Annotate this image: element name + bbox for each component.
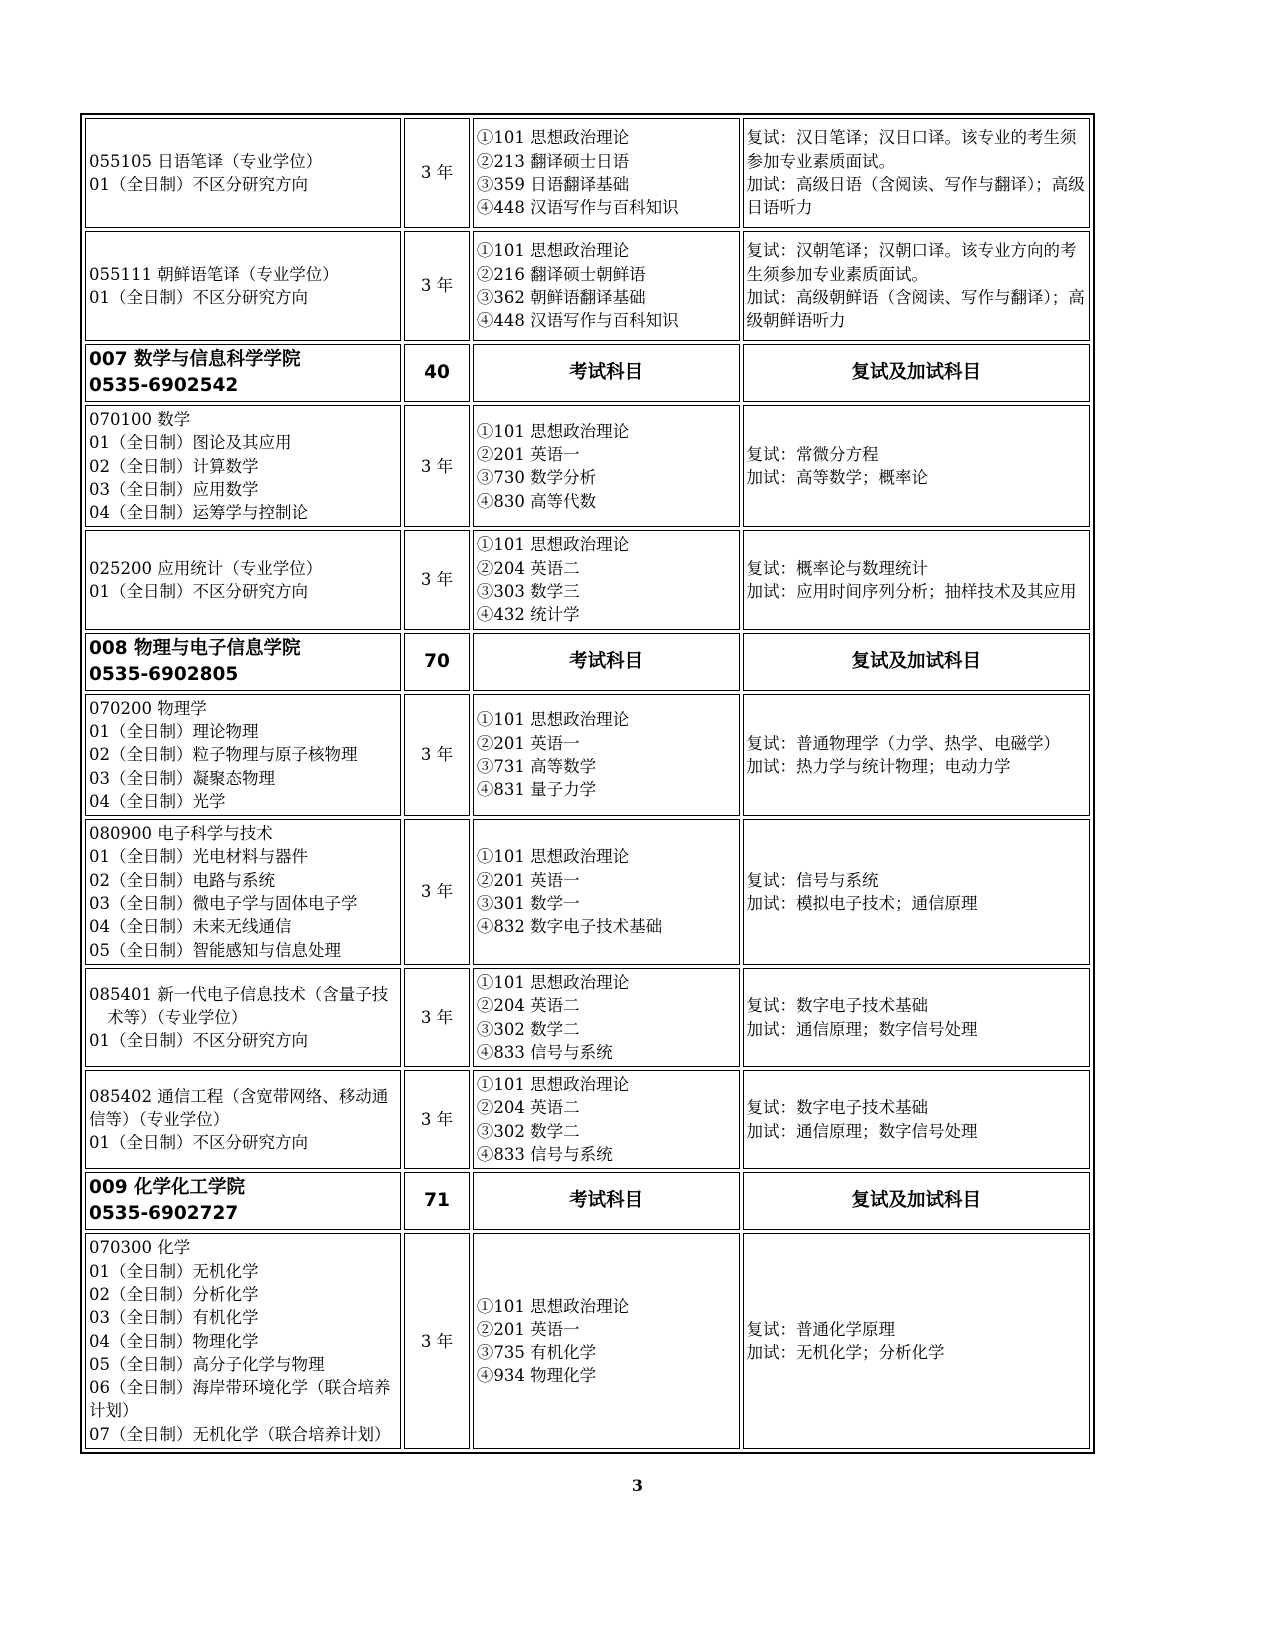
- study-duration: 3 年: [404, 968, 470, 1067]
- college-header-row: [85, 1172, 1090, 1230]
- retest-subjects-cell: [743, 118, 1091, 228]
- exam-subject: ①101 思想政治理论: [476, 241, 630, 261]
- retest-subject: 加试：高等数学；概率论: [746, 468, 928, 488]
- exam-subject: ③359 日语翻译基础: [476, 175, 630, 194]
- retest-subject: 加试：模拟电子技术；通信原理: [746, 894, 978, 914]
- program-line: 055111 朝鲜语笔译（专业学位）: [89, 264, 339, 284]
- college-header-row: [85, 633, 1090, 691]
- exam-subject: ①101 思想政治理论: [476, 421, 630, 441]
- program-line: 070100 数学: [89, 410, 191, 429]
- retest-subjects-cell: [743, 231, 1091, 341]
- retest-subject: 复试：普通化学原理: [746, 1319, 895, 1339]
- program-line: 04（全日制）运筹学与控制论: [89, 503, 308, 523]
- retest-subject: 加试：高级日语（含阅读、写作与翻译）；高级日语听力: [746, 175, 1085, 218]
- college-info-cell: [85, 633, 401, 691]
- program-cell: [85, 819, 401, 965]
- program-cell: [85, 1070, 401, 1169]
- retest-subjects-cell: [743, 819, 1091, 965]
- retest-subject: 复试：信号与系统: [746, 870, 879, 890]
- program-line: 01（全日制）不区分研究方向: [89, 175, 308, 194]
- exam-subjects-cell: [473, 530, 740, 629]
- exam-subject: ②201 英语一: [476, 870, 580, 890]
- program-line: 01（全日制）无机化学: [89, 1261, 259, 1281]
- program-line: 070300 化学: [89, 1238, 191, 1258]
- program-row: [85, 1070, 1090, 1169]
- retest-subject: 加试：热力学与统计物理；电动力学: [746, 756, 1011, 776]
- program-line: 01（全日制）不区分研究方向: [89, 288, 308, 307]
- program-line: 02（全日制）计算数学: [89, 456, 259, 476]
- page-number: 3: [631, 1476, 644, 1495]
- program-row: [85, 530, 1090, 629]
- retest-subject: 加试：应用时间序列分析；抽样技术及其应用: [746, 582, 1077, 602]
- program-cell: [85, 694, 401, 816]
- retest-subject: 加试：高级朝鲜语（含阅读、写作与翻译）；高级朝鲜语听力: [746, 288, 1085, 331]
- exam-subject: ③735 有机化学: [476, 1343, 597, 1363]
- retest-subjects-header: 复试及加试科目: [743, 1172, 1091, 1230]
- program-line: 055105 日语笔译（专业学位）: [89, 151, 323, 171]
- exam-subject: ④832 数字电子技术基础: [476, 917, 663, 937]
- program-cell: [85, 968, 401, 1067]
- exam-subject: ③730 数学分析: [476, 468, 597, 488]
- college-phone: 0535-6902542: [89, 375, 239, 396]
- program-cell: [85, 530, 401, 629]
- retest-subjects-header: 复试及加试科目: [743, 344, 1091, 402]
- exam-subject: ④934 物理化学: [476, 1366, 597, 1386]
- exam-subject: ③362 朝鲜语翻译基础: [476, 288, 646, 307]
- program-line: 04（全日制）光学: [89, 791, 226, 811]
- program-line: 025200 应用统计（专业学位）: [89, 558, 323, 578]
- program-line: 070200 物理学: [89, 698, 207, 718]
- program-row: [85, 1233, 1090, 1449]
- exam-subject: ②201 英语一: [476, 444, 580, 464]
- exam-subject: ②204 英语二: [476, 558, 580, 578]
- retest-subject: 加试：通信原理；数字信号处理: [746, 1019, 978, 1039]
- program-line: 01（全日制）不区分研究方向: [89, 582, 308, 602]
- program-line: 03（全日制）微电子学与固体电子学: [89, 894, 358, 914]
- exam-subjects-cell: [473, 405, 740, 527]
- retest-subject: 加试：通信原理；数字信号处理: [746, 1121, 978, 1141]
- exam-subjects-cell: [473, 118, 740, 228]
- retest-subject: 复试：数字电子技术基础: [746, 996, 928, 1016]
- program-line: 01（全日制）不区分研究方向: [89, 1031, 308, 1051]
- program-cell: [85, 231, 401, 341]
- retest-subject: 复试：普通物理学（力学、热学、电磁学）: [746, 733, 1060, 753]
- retest-subject: 复试：数字电子技术基础: [746, 1098, 928, 1118]
- college-phone: 0535-6902727: [89, 1203, 239, 1225]
- program-line: 02（全日制）分析化学: [89, 1284, 259, 1304]
- program-line: 01（全日制）不区分研究方向: [89, 1133, 308, 1153]
- retest-subjects-cell: [743, 694, 1091, 816]
- program-cell: [85, 405, 401, 527]
- exam-subject: ②204 英语二: [476, 996, 580, 1016]
- program-line: 02（全日制）电路与系统: [89, 870, 275, 890]
- exam-subject: ④833 信号与系统: [476, 1145, 613, 1165]
- exam-subject: ④830 高等代数: [476, 491, 597, 511]
- exam-subjects-header: 考试科目: [473, 1172, 740, 1230]
- exam-subject: ④831 量子力学: [476, 780, 597, 800]
- exam-subject: ①101 思想政治理论: [476, 847, 630, 867]
- program-row: [85, 231, 1090, 341]
- exam-subjects-cell: [473, 968, 740, 1067]
- college-name: 007 数学与信息科学学院: [89, 349, 301, 370]
- exam-subject: ②216 翻译硕士朝鲜语: [476, 264, 646, 284]
- exam-subject: ④448 汉语写作与百科知识: [476, 311, 679, 331]
- program-line: 05（全日制）高分子化学与物理: [89, 1354, 325, 1374]
- exam-subject: ④833 信号与系统: [476, 1042, 613, 1062]
- retest-subjects-cell: [743, 1233, 1091, 1449]
- program-line: 07（全日制）无机化学（联合培养计划）: [89, 1424, 391, 1444]
- exam-subject: ④432 统计学: [476, 605, 580, 625]
- exam-subject: ①101 思想政治理论: [476, 535, 630, 555]
- program-line: 03（全日制）有机化学: [89, 1308, 259, 1328]
- program-cell: [85, 118, 401, 228]
- retest-subjects-cell: [743, 405, 1091, 527]
- retest-subjects-cell: [743, 968, 1091, 1067]
- college-info-cell: [85, 344, 401, 402]
- exam-subject: ②201 英语一: [476, 733, 580, 753]
- retest-subjects-cell: [743, 1070, 1091, 1169]
- program-line: 01（全日制）理论物理: [89, 721, 259, 741]
- retest-subject: 复试：常微分方程: [746, 444, 879, 464]
- retest-subjects-cell: [743, 530, 1091, 629]
- exam-subject: ②201 英语一: [476, 1319, 580, 1339]
- study-duration: 3 年: [404, 819, 470, 965]
- study-duration: 3 年: [404, 118, 470, 228]
- retest-subject: 复试：概率论与数理统计: [746, 558, 928, 578]
- college-name: 009 化学化工学院: [89, 1177, 246, 1199]
- retest-subject: 复试：汉日笔译；汉日口译。该专业的考生须参加专业素质面试。: [746, 128, 1077, 171]
- program-line: 04（全日制）物理化学: [89, 1331, 259, 1351]
- exam-subjects-header: 考试科目: [473, 633, 740, 691]
- exam-subject: ①101 思想政治理论: [476, 972, 630, 992]
- study-duration: 3 年: [404, 1070, 470, 1169]
- college-header-row: [85, 344, 1090, 402]
- program-line: 01（全日制）光电材料与器件: [89, 847, 308, 867]
- program-line: 03（全日制）应用数学: [89, 479, 259, 499]
- study-duration: 3 年: [404, 405, 470, 527]
- program-line: 01（全日制）图论及其应用: [89, 433, 292, 453]
- program-line: 03（全日制）凝聚态物理: [89, 768, 275, 788]
- exam-subjects-cell: [473, 1070, 740, 1169]
- exam-subject: ①101 思想政治理论: [476, 128, 630, 148]
- exam-subject: ③303 数学三: [476, 582, 580, 602]
- program-row: [85, 118, 1090, 228]
- enrollment-quota: 71: [404, 1172, 470, 1230]
- enrollment-catalog-table: [80, 113, 1095, 1454]
- program-cell: [85, 1233, 401, 1449]
- program-line: 04（全日制）未来无线通信: [89, 917, 292, 937]
- program-row: [85, 968, 1090, 1067]
- program-row: [85, 405, 1090, 527]
- program-row: [85, 694, 1090, 816]
- program-line: 02（全日制）粒子物理与原子核物理: [89, 745, 358, 765]
- college-info-cell: [85, 1172, 401, 1230]
- college-name: 008 物理与电子信息学院: [89, 637, 301, 659]
- program-line: 080900 电子科学与技术: [89, 824, 273, 844]
- exam-subject: ②204 英语二: [476, 1098, 580, 1118]
- enrollment-quota: 70: [404, 633, 470, 691]
- retest-subject: 加试：无机化学；分析化学: [746, 1343, 945, 1363]
- program-line: 06（全日制）海岸带环境化学（联合培养计划）: [89, 1378, 391, 1421]
- program-row: [85, 819, 1090, 965]
- exam-subject: ③731 高等数学: [476, 756, 597, 776]
- program-line: 05（全日制）智能感知与信息处理: [89, 940, 341, 960]
- exam-subject: ②213 翻译硕士日语: [476, 151, 630, 171]
- program-line: 085402 通信工程（含宽带网络、移动通信等）（专业学位）: [89, 1086, 389, 1130]
- program-line: 085401 新一代电子信息技术（含量子技术等）（专业学位）: [89, 984, 389, 1027]
- exam-subject: ④448 汉语写作与百科知识: [476, 198, 679, 218]
- college-phone: 0535-6902805: [89, 663, 239, 685]
- enrollment-quota: 40: [404, 344, 470, 402]
- exam-subjects-cell: [473, 694, 740, 816]
- study-duration: 3 年: [404, 694, 470, 816]
- study-duration: 3 年: [404, 231, 470, 341]
- catalog-body: [85, 118, 1090, 1449]
- study-duration: 3 年: [404, 1233, 470, 1449]
- retest-subject: 复试：汉朝笔译；汉朝口译。该专业方向的考生须参加专业素质面试。: [746, 241, 1077, 284]
- exam-subject: ③302 数学二: [476, 1019, 580, 1039]
- exam-subjects-cell: [473, 231, 740, 341]
- study-duration: 3 年: [404, 530, 470, 629]
- exam-subject: ③302 数学二: [476, 1121, 580, 1141]
- exam-subjects-header: 考试科目: [473, 344, 740, 402]
- exam-subjects-cell: [473, 1233, 740, 1449]
- exam-subject: ①101 思想政治理论: [476, 1296, 630, 1316]
- exam-subjects-cell: [473, 819, 740, 965]
- exam-subject: ③301 数学一: [476, 894, 580, 914]
- exam-subject: ①101 思想政治理论: [476, 1075, 630, 1095]
- exam-subject: ①101 思想政治理论: [476, 710, 630, 730]
- retest-subjects-header: 复试及加试科目: [743, 633, 1091, 691]
